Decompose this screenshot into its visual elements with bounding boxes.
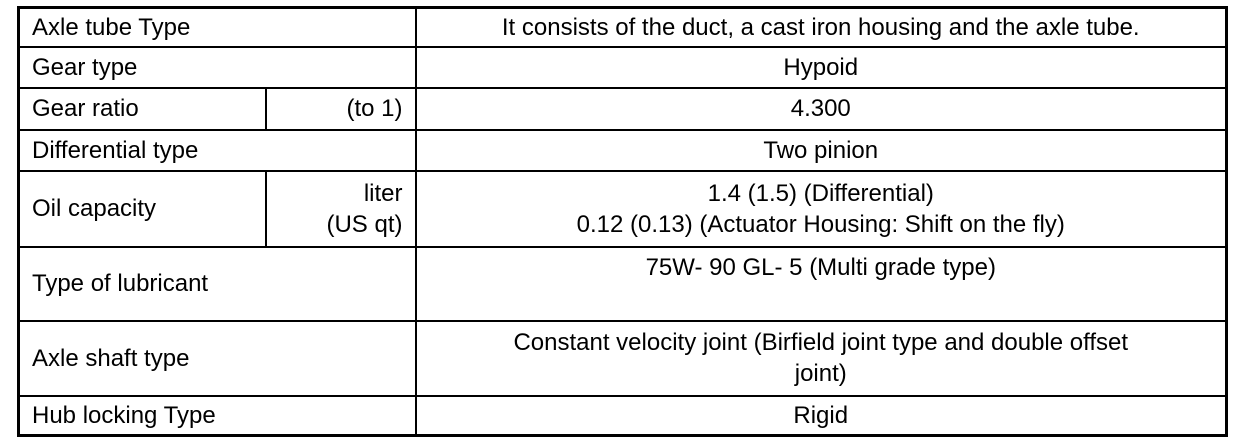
- table-row: [19, 130, 1227, 171]
- row-label: Gear type: [19, 47, 416, 88]
- row-label: Type of lubricant: [19, 247, 416, 321]
- row-label: Hub locking Type: [19, 396, 416, 436]
- row-label: Axle tube Type: [19, 8, 416, 47]
- row-value: 75W- 90 GL- 5 (Multi grade type): [416, 247, 1227, 321]
- value-line: joint): [794, 360, 847, 387]
- unit-line: liter: [363, 179, 403, 207]
- unit-line: (US qt): [326, 210, 403, 238]
- table-row: [19, 171, 1227, 247]
- table-row: [19, 88, 1227, 130]
- row-value: 4.300: [416, 88, 1227, 130]
- row-value: Hypoid: [416, 47, 1227, 88]
- value-line: Constant velocity joint (Birfield joint type and double offset: [513, 329, 1129, 356]
- row-value: Two pinion: [416, 130, 1227, 171]
- table-row: [19, 396, 1227, 436]
- row-label: Differential type: [19, 130, 416, 171]
- value-line: 1.4 (1.5) (Differential): [707, 179, 934, 207]
- row-value: Rigid: [416, 396, 1227, 436]
- row-label: Oil capacity: [19, 171, 266, 247]
- table-row: [19, 8, 1227, 47]
- table-row: [19, 321, 1227, 396]
- table-row: [19, 247, 1227, 321]
- table-row: [19, 47, 1227, 88]
- row-label: Axle shaft type: [19, 321, 416, 396]
- row-unit: [266, 171, 416, 247]
- row-label: Gear ratio: [19, 88, 266, 130]
- row-value: It consists of the duct, a cast iron housing and the axle tube.: [416, 8, 1227, 47]
- row-value: [416, 321, 1227, 396]
- row-unit: (to 1): [266, 88, 416, 130]
- row-value: [416, 171, 1227, 247]
- value-line: 0.12 (0.13) (Actuator Housing: Shift on the fly): [576, 210, 1065, 238]
- specification-table: [17, 6, 1228, 437]
